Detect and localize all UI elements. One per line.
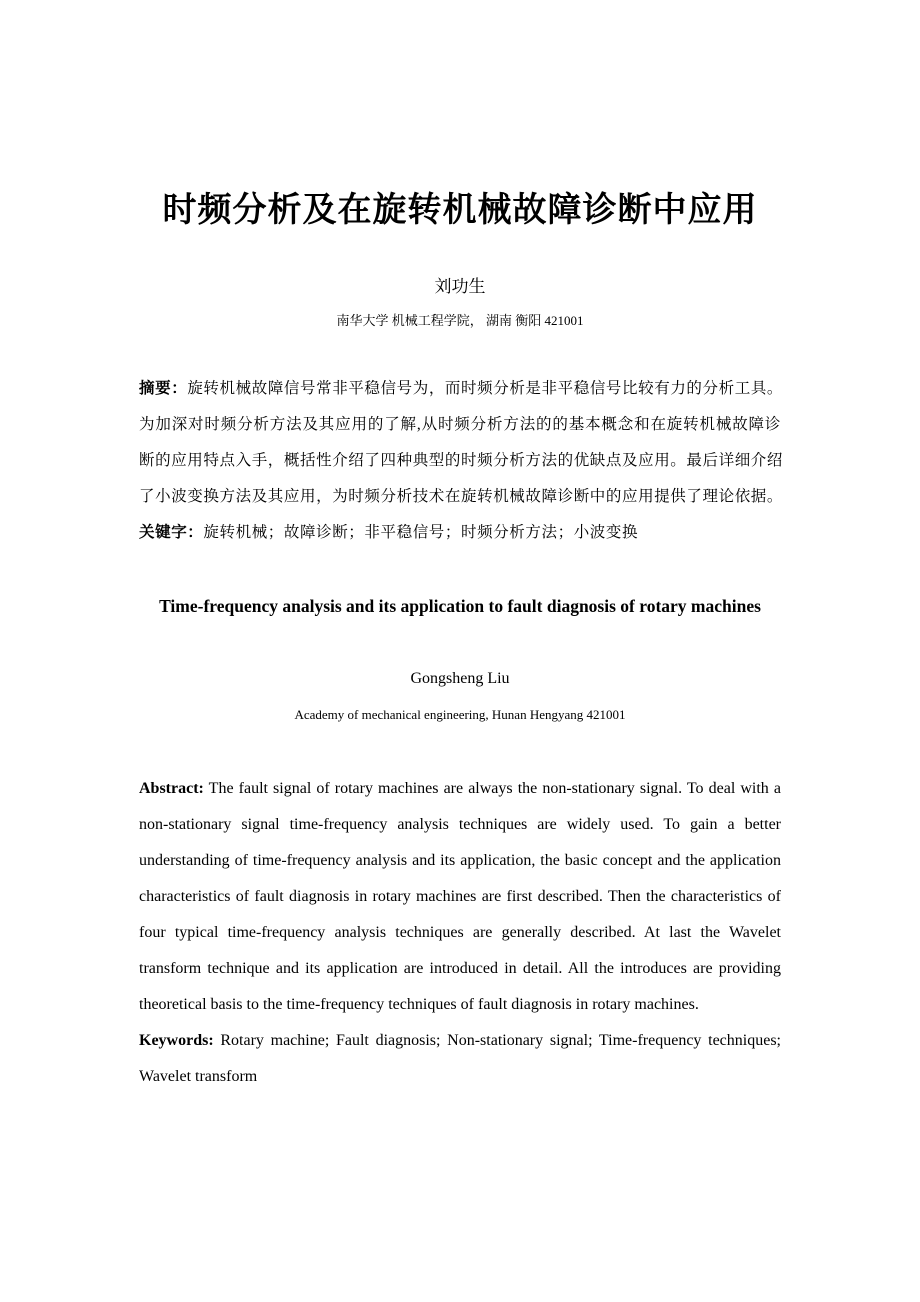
keywords-en-cont: Wavelet transform bbox=[139, 1068, 258, 1085]
abstract-line: 旋转机械故障信号常非平稳信号为，而时频分析是非平稳信号比较有力的分析工具。 bbox=[187, 380, 784, 397]
abstract-line: 为加深对时频分析方法及其应用的了解,从时频分析方法的的基本概念和在旋转机械故障诊 bbox=[139, 416, 781, 433]
abstract-line: The fault signal of rotary machines are always the non-stationary signal. To deal with a bbox=[203, 780, 781, 797]
abstract-label-cn: 摘要： bbox=[139, 380, 188, 397]
abstract-en bbox=[139, 771, 781, 1095]
keywords-cn: 旋转机械；故障诊断；非平稳信号；时频分析方法；小波变换 bbox=[203, 524, 639, 541]
paper-title-en: Time-frequency analysis and its application to fault diagnosis of rotary machines bbox=[159, 596, 761, 616]
abstract-line: theoretical basis to the time-frequency techniques of fault diagnosis in rotary machines. bbox=[139, 996, 699, 1013]
keywords-label-cn: 关键字： bbox=[139, 524, 204, 541]
abstract-line: four typical time-frequency analysis techniques are generally described. At last the Wavelet bbox=[139, 924, 781, 941]
affiliation-en: Academy of mechanical engineering, Hunan Hengyang 421001 bbox=[294, 707, 626, 722]
abstract-line: understanding of time-frequency analysis and its application, the basic concept and the application bbox=[139, 852, 781, 869]
abstract-cn bbox=[139, 371, 784, 551]
affiliation-cn: 南华大学 机械工程学院， 湖南 衡阳 421001 bbox=[336, 313, 584, 328]
abstract-line: characteristics of fault diagnosis in rotary machines are first described. Then the characteristics of bbox=[139, 888, 781, 905]
abstract-label-en: Abstract: bbox=[139, 780, 204, 797]
keywords-label-en: Keywords: bbox=[139, 1032, 214, 1049]
author-cn: 刘功生 bbox=[434, 277, 486, 296]
paper-title-cn: 时频分析及在旋转机械故障诊断中应用 bbox=[162, 192, 758, 229]
abstract-line: 断的应用特点入手，概括性介绍了四种典型的时频分析方法的优缺点及应用。最后详细介绍 bbox=[139, 452, 784, 469]
author-en: Gongsheng Liu bbox=[410, 670, 510, 687]
abstract-line: transform technique and its application are introduced in detail. All the introduces are providing bbox=[139, 960, 781, 977]
abstract-line: 了小波变换方法及其应用，为时频分析技术在旋转机械故障诊断中的应用提供了理论依据。 bbox=[139, 488, 784, 505]
abstract-line: non-stationary signal time-frequency analysis techniques are widely used. To gain a better bbox=[139, 816, 781, 833]
keywords-en: Rotary machine; Fault diagnosis; Non-stationary signal; Time-frequency techniques; bbox=[213, 1032, 781, 1049]
